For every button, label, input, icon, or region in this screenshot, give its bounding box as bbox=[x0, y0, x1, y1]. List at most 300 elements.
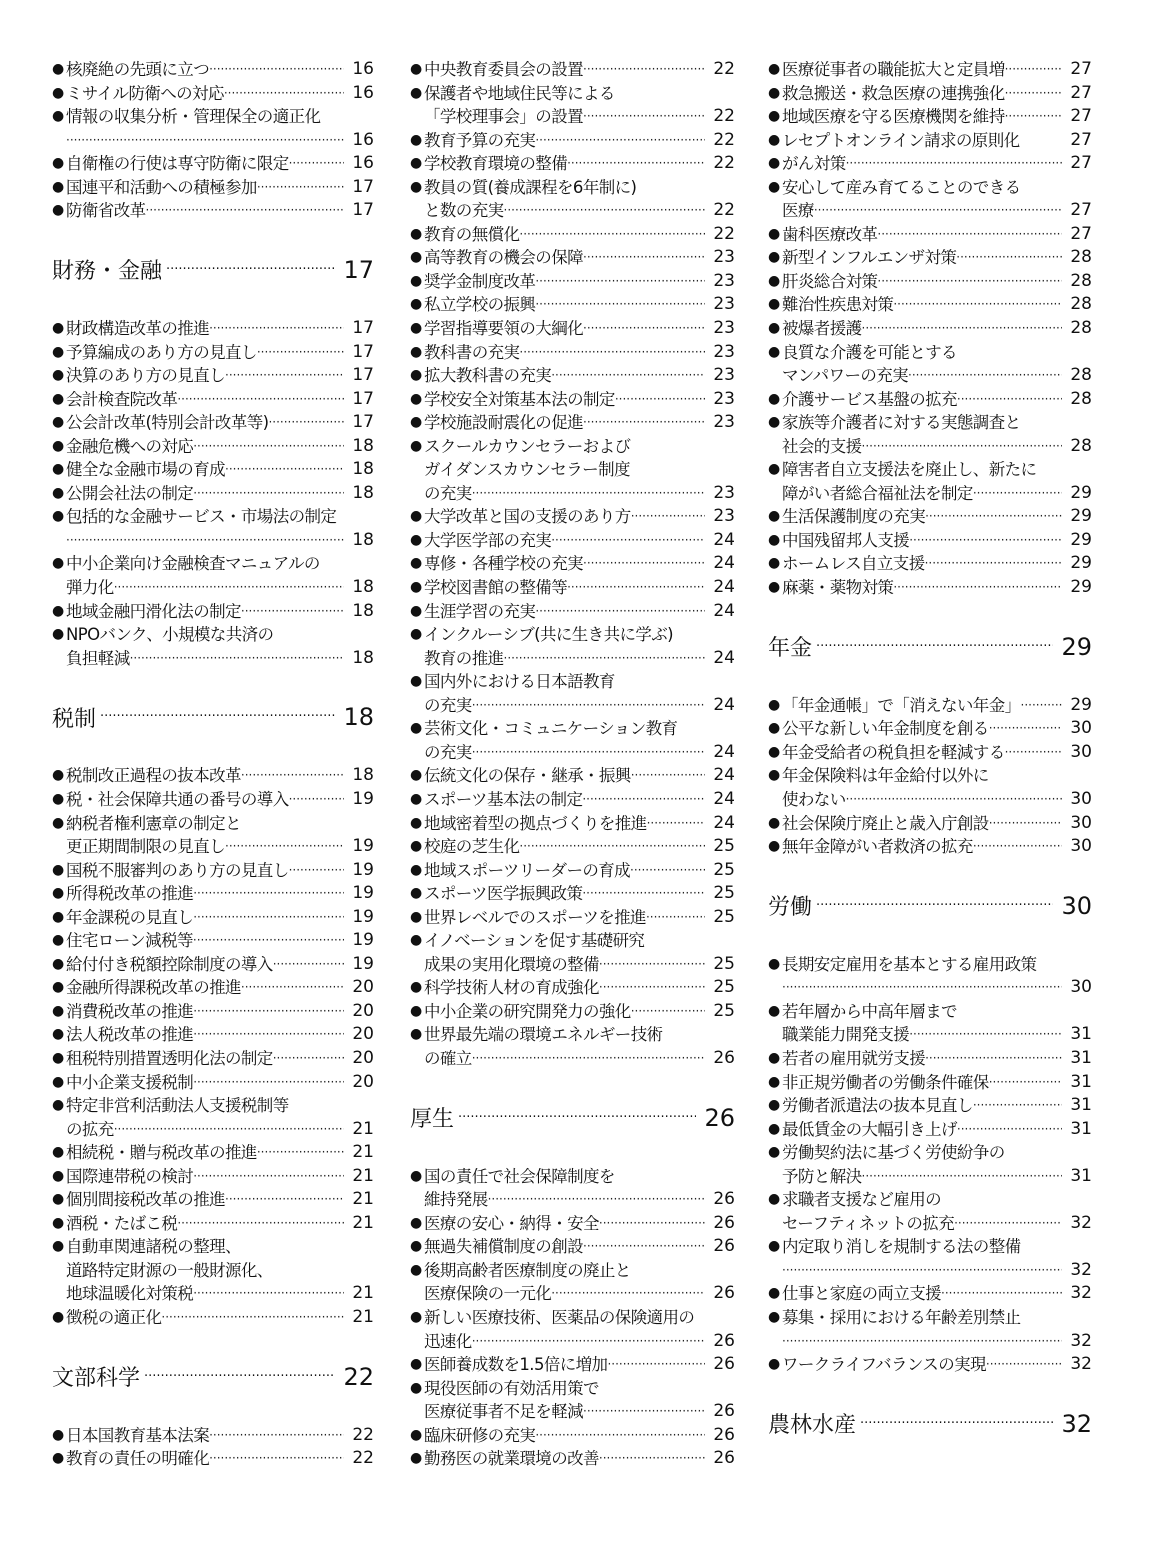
entry-text: 包括的な金融サービス・市場法の制定 bbox=[66, 507, 337, 527]
page-number: 32 bbox=[1070, 1283, 1092, 1304]
toc-entry bbox=[410, 129, 735, 153]
bullet-icon: ● bbox=[410, 390, 422, 407]
page-number: 32 bbox=[1070, 1259, 1092, 1280]
leader-dots bbox=[472, 741, 705, 765]
entry-text: 「学校理事会」の設置 bbox=[424, 107, 584, 127]
toc-entry-continuation bbox=[410, 105, 735, 129]
toc-entry bbox=[768, 1188, 1092, 1212]
section-page-number: 18 bbox=[343, 703, 374, 732]
leader-dots bbox=[177, 1212, 344, 1236]
toc-entry bbox=[410, 623, 735, 647]
page-number: 23 bbox=[713, 270, 735, 291]
leader-dots bbox=[893, 576, 1062, 600]
toc-entry bbox=[52, 58, 374, 82]
spacer bbox=[52, 293, 374, 317]
toc-entry bbox=[768, 82, 1092, 106]
bullet-icon: ● bbox=[768, 249, 780, 266]
toc-entry bbox=[410, 929, 735, 953]
page-number: 30 bbox=[1070, 977, 1092, 998]
entry-text: 家族等介護者に対する実態調査と bbox=[782, 413, 1021, 433]
leader-dots bbox=[209, 58, 344, 82]
toc-entry bbox=[410, 1165, 735, 1189]
page-number: 18 bbox=[352, 600, 374, 621]
toc-entry bbox=[52, 788, 374, 812]
entry-text: 労働契約法に基づく労使紛争の bbox=[782, 1143, 1005, 1163]
section-heading bbox=[768, 1400, 1092, 1447]
entry-text: 自動車関連諸税の整理、 bbox=[66, 1237, 241, 1257]
entry-text: 財政構造改革の推進 bbox=[66, 319, 210, 339]
bullet-icon: ● bbox=[52, 1191, 64, 1208]
toc-entry bbox=[52, 341, 374, 365]
toc-entry bbox=[768, 388, 1092, 412]
entry-text: 社会的支援 bbox=[782, 436, 862, 456]
entry-text: 教員の質(養成課程を6年制に) bbox=[424, 177, 637, 197]
toc-entry bbox=[768, 293, 1092, 317]
bullet-icon: ● bbox=[52, 484, 64, 501]
leader-dots bbox=[551, 1282, 705, 1306]
entry-text: 臨床研修の充実 bbox=[424, 1425, 536, 1445]
entry-text: 求職者支援など雇用の bbox=[782, 1190, 942, 1210]
entry-text: 無過失補償制度の創設 bbox=[424, 1237, 584, 1257]
leader-dots bbox=[647, 812, 705, 836]
toc-entry bbox=[52, 458, 374, 482]
leader-dots bbox=[583, 105, 705, 129]
toc-entry-continuation bbox=[52, 576, 374, 600]
page-number: 17 bbox=[352, 412, 374, 433]
leader-dots bbox=[846, 788, 1062, 812]
page-number: 28 bbox=[1070, 270, 1092, 291]
leader-dots bbox=[631, 764, 705, 788]
spacer bbox=[52, 223, 374, 247]
bullet-icon: ● bbox=[52, 61, 64, 77]
leader-dots bbox=[973, 835, 1062, 859]
entry-text: 教科書の充実 bbox=[424, 342, 520, 362]
bullet-icon: ● bbox=[410, 296, 422, 313]
entry-text: 仕事と家庭の両立支援 bbox=[782, 1284, 942, 1304]
leader-dots bbox=[1005, 58, 1062, 82]
entry-text: 特定非営利活動法人支援税制等 bbox=[66, 1096, 289, 1116]
page-number: 28 bbox=[1070, 365, 1092, 386]
toc-entry bbox=[52, 1071, 374, 1095]
entry-text: 公会計改革(特別会計改革等) bbox=[66, 413, 269, 433]
page-number: 28 bbox=[1070, 388, 1092, 409]
entry-text: 大学改革と国の支援のあり方 bbox=[424, 507, 631, 527]
page-number: 24 bbox=[713, 788, 735, 809]
toc-entry bbox=[768, 411, 1092, 435]
section-title: 厚生 bbox=[410, 1107, 455, 1133]
leader-dots bbox=[551, 529, 705, 553]
bullet-icon: ● bbox=[52, 1450, 64, 1467]
entry-text: 租税特別措置透明化法の制定 bbox=[66, 1048, 273, 1068]
toc-entry bbox=[768, 1071, 1092, 1095]
toc-entry bbox=[52, 976, 374, 1000]
page-number: 17 bbox=[352, 176, 374, 197]
page-number: 22 bbox=[713, 153, 735, 174]
bullet-icon: ● bbox=[410, 508, 422, 525]
toc-entry bbox=[768, 317, 1092, 341]
page-number: 19 bbox=[352, 859, 374, 880]
entry-text: 更正期間制限の見直し bbox=[66, 837, 226, 857]
page-number: 30 bbox=[1070, 741, 1092, 762]
entry-text: 所得税改革の推進 bbox=[66, 884, 194, 904]
bullet-icon: ● bbox=[410, 531, 422, 548]
bullet-icon: ● bbox=[52, 202, 64, 219]
entry-text: 医療の安心・納得・安全 bbox=[424, 1213, 599, 1233]
toc-entry bbox=[52, 388, 374, 412]
leader-dots bbox=[846, 152, 1062, 176]
leader-dots bbox=[607, 1353, 705, 1377]
page-number: 22 bbox=[713, 106, 735, 127]
entry-text: 教育の推進 bbox=[424, 648, 504, 668]
entry-text: 迅速化 bbox=[424, 1331, 472, 1351]
entry-text: レセプトオンライン請求の原則化 bbox=[782, 130, 1020, 150]
leader-dots bbox=[1005, 741, 1062, 765]
toc-entry bbox=[768, 953, 1092, 977]
toc-entry bbox=[768, 246, 1092, 270]
page-number: 22 bbox=[713, 129, 735, 150]
bullet-icon: ● bbox=[52, 555, 64, 572]
bullet-icon: ● bbox=[410, 814, 422, 831]
leader-dots bbox=[582, 788, 705, 812]
section-page-number: 17 bbox=[343, 255, 374, 284]
page-number: 29 bbox=[1070, 506, 1092, 527]
page-number: 23 bbox=[713, 482, 735, 503]
entry-text: 学校施設耐震化の促進 bbox=[424, 413, 584, 433]
entry-text: 勤務医の就業環境の改善 bbox=[424, 1449, 599, 1469]
bullet-icon: ● bbox=[52, 437, 64, 454]
page-number: 29 bbox=[1070, 529, 1092, 550]
leader-dots bbox=[225, 458, 344, 482]
entry-text: 地域密着型の拠点づくりを推進 bbox=[424, 813, 647, 833]
leader-dots bbox=[583, 317, 705, 341]
bullet-icon: ● bbox=[52, 108, 64, 125]
page-number: 23 bbox=[713, 294, 735, 315]
toc-entry-continuation bbox=[768, 435, 1092, 459]
bullet-icon: ● bbox=[410, 626, 422, 643]
page-number: 31 bbox=[1070, 1095, 1092, 1116]
toc-entry-continuation bbox=[410, 694, 735, 718]
toc-entry bbox=[768, 1094, 1092, 1118]
bullet-icon: ● bbox=[768, 1120, 780, 1137]
entry-text: 会計検査院改革 bbox=[66, 389, 178, 409]
entry-text: 防衛省改革 bbox=[66, 201, 146, 221]
leader-dots bbox=[599, 953, 705, 977]
page-number: 31 bbox=[1070, 1165, 1092, 1186]
page-number: 17 bbox=[352, 365, 374, 386]
entry-text: 年金保険料は年金給付以外に bbox=[782, 766, 989, 786]
toc-entry bbox=[52, 882, 374, 906]
bullet-icon: ● bbox=[768, 555, 780, 572]
toc-entry bbox=[768, 812, 1092, 836]
bullet-icon: ● bbox=[768, 838, 780, 855]
leader-dots bbox=[925, 552, 1062, 576]
toc-entry bbox=[410, 58, 735, 82]
entry-text: 金融所得課税改革の推進 bbox=[66, 978, 241, 998]
page-number: 31 bbox=[1070, 1071, 1092, 1092]
toc-entry-continuation bbox=[52, 835, 374, 859]
entry-text: 決算のあり方の見直し bbox=[66, 366, 226, 386]
toc-entry bbox=[52, 1306, 374, 1330]
page-number: 24 bbox=[713, 553, 735, 574]
section-page-number: 22 bbox=[343, 1362, 374, 1391]
bullet-icon: ● bbox=[410, 673, 422, 690]
toc-entry-continuation bbox=[768, 1330, 1092, 1354]
entry-text: 学校教育環境の整備 bbox=[424, 154, 568, 174]
leader-dots bbox=[816, 894, 1053, 918]
page-number: 19 bbox=[352, 906, 374, 927]
entry-text: 中国残留邦人支援 bbox=[782, 530, 910, 550]
toc-entry bbox=[410, 670, 735, 694]
entry-text: の確立 bbox=[424, 1048, 472, 1068]
entry-text: 大学医学部の充実 bbox=[424, 530, 552, 550]
leader-dots bbox=[193, 435, 344, 459]
bullet-icon: ● bbox=[410, 437, 422, 454]
leader-dots bbox=[583, 246, 705, 270]
leader-dots bbox=[488, 1188, 705, 1212]
leader-dots bbox=[567, 576, 705, 600]
entry-text: 給付付き税額控除制度の導入 bbox=[66, 954, 273, 974]
entry-text: 校庭の芝生化 bbox=[424, 837, 520, 857]
entry-text: 現役医師の有効活用策で bbox=[424, 1378, 599, 1398]
leader-dots bbox=[551, 364, 705, 388]
toc-entry bbox=[52, 505, 374, 529]
toc-entry bbox=[410, 717, 735, 741]
page-number: 17 bbox=[352, 318, 374, 339]
entry-text: 伝統文化の保存・継承・振興 bbox=[424, 766, 631, 786]
leader-dots bbox=[225, 835, 344, 859]
leader-dots bbox=[193, 1071, 344, 1095]
bullet-icon: ● bbox=[410, 1261, 422, 1278]
page-number: 20 bbox=[352, 1024, 374, 1045]
page-number: 21 bbox=[352, 1118, 374, 1139]
spacer bbox=[52, 670, 374, 694]
toc-entry bbox=[52, 482, 374, 506]
page-number: 21 bbox=[352, 1212, 374, 1233]
entry-text: 道路特定財源の一般財源化、 bbox=[66, 1260, 273, 1280]
toc-entry bbox=[410, 388, 735, 412]
toc-entry-continuation bbox=[52, 1282, 374, 1306]
entry-text: 日本国教育基本法案 bbox=[66, 1425, 210, 1445]
page-number: 21 bbox=[352, 1189, 374, 1210]
bullet-icon: ● bbox=[52, 367, 64, 384]
entry-text: 国の責任で社会保障制度を bbox=[424, 1166, 615, 1186]
bullet-icon: ● bbox=[768, 61, 780, 77]
bullet-icon: ● bbox=[52, 1214, 64, 1231]
page-number: 22 bbox=[713, 200, 735, 221]
bullet-icon: ● bbox=[768, 1356, 780, 1373]
entry-text: 内定取り消しを規制する法の整備 bbox=[782, 1237, 1021, 1257]
leader-dots bbox=[941, 1282, 1062, 1306]
entry-text: 教育の無償化 bbox=[424, 224, 520, 244]
toc-entry bbox=[52, 1235, 374, 1259]
leader-dots bbox=[257, 1141, 344, 1165]
page-number: 25 bbox=[713, 906, 735, 927]
toc-entry bbox=[410, 764, 735, 788]
toc-entry bbox=[52, 1094, 374, 1118]
entry-text: ミサイル防衛への対応 bbox=[66, 83, 224, 103]
spacer bbox=[768, 600, 1092, 624]
entry-text: 情報の収集分析・管理保全の適正化 bbox=[66, 107, 321, 127]
toc-entry bbox=[410, 1235, 735, 1259]
bullet-icon: ● bbox=[410, 767, 422, 784]
toc-entry bbox=[410, 435, 735, 459]
toc-entry bbox=[768, 58, 1092, 82]
entry-text: 若年層から中高年層まで bbox=[782, 1001, 957, 1021]
toc-entry bbox=[768, 741, 1092, 765]
section-heading bbox=[768, 882, 1092, 929]
page-number: 24 bbox=[713, 765, 735, 786]
entry-text: 若者の雇用就労支援 bbox=[782, 1048, 926, 1068]
entry-text: インクルーシブ(共に生き共に学ぶ) bbox=[424, 625, 674, 645]
entry-text: 生涯学習の充実 bbox=[424, 601, 536, 621]
entry-text: 予防と解決 bbox=[782, 1166, 862, 1186]
toc-entry bbox=[410, 1424, 735, 1448]
bullet-icon: ● bbox=[52, 602, 64, 619]
toc-entry bbox=[768, 576, 1092, 600]
toc-entry bbox=[768, 223, 1092, 247]
bullet-icon: ● bbox=[52, 1426, 64, 1443]
page-number: 26 bbox=[713, 1401, 735, 1422]
page-number: 24 bbox=[713, 577, 735, 598]
bullet-icon: ● bbox=[768, 225, 780, 242]
spacer bbox=[52, 1400, 374, 1424]
page-number: 18 bbox=[352, 529, 374, 550]
spacer bbox=[768, 859, 1092, 883]
toc-entry bbox=[52, 199, 374, 223]
page-number: 27 bbox=[1070, 106, 1092, 127]
leader-dots bbox=[583, 1400, 705, 1424]
bullet-icon: ● bbox=[410, 932, 422, 949]
bullet-icon: ● bbox=[52, 1073, 64, 1090]
toc-entry bbox=[52, 411, 374, 435]
entry-text: 地域医療を守る医療機関を維持 bbox=[782, 107, 1005, 127]
section-title: 年金 bbox=[768, 636, 813, 662]
entry-text: イノベーションを促す基礎研究 bbox=[424, 931, 645, 951]
entry-text: 学校図書館の整備等 bbox=[424, 578, 568, 598]
toc-entry bbox=[768, 717, 1092, 741]
leader-dots bbox=[146, 199, 344, 223]
leader-dots bbox=[989, 812, 1062, 836]
bullet-icon: ● bbox=[52, 790, 64, 807]
entry-text: 税・社会保障共通の番号の導入 bbox=[66, 789, 289, 809]
entry-text: スクールカウンセラーおよび bbox=[424, 436, 631, 456]
toc-entry bbox=[768, 1353, 1092, 1377]
toc-entry bbox=[52, 317, 374, 341]
entry-text: 徴税の適正化 bbox=[66, 1307, 162, 1327]
page-number: 26 bbox=[713, 1189, 735, 1210]
toc-entry bbox=[410, 82, 735, 106]
toc-entry bbox=[410, 600, 735, 624]
bullet-icon: ● bbox=[410, 908, 422, 925]
leader-dots bbox=[472, 1047, 705, 1071]
page-number: 21 bbox=[352, 1306, 374, 1327]
bullet-icon: ● bbox=[410, 1214, 422, 1231]
page-number: 27 bbox=[1070, 153, 1092, 174]
leader-dots bbox=[567, 152, 705, 176]
leader-dots bbox=[273, 953, 344, 977]
page-number: 21 bbox=[352, 1165, 374, 1186]
page-number: 22 bbox=[713, 59, 735, 79]
spacer bbox=[410, 1141, 735, 1165]
leader-dots bbox=[193, 1023, 344, 1047]
entry-text: 長期安定雇用を基本とする雇用政策 bbox=[782, 954, 1037, 974]
leader-dots bbox=[599, 1212, 705, 1236]
bullet-icon: ● bbox=[52, 1049, 64, 1066]
toc-entry bbox=[768, 270, 1092, 294]
entry-text: 高等教育の機会の保障 bbox=[424, 248, 584, 268]
entry-text: 地域金融円滑化法の制定 bbox=[66, 601, 241, 621]
toc-entry bbox=[52, 764, 374, 788]
bullet-icon: ● bbox=[768, 272, 780, 289]
bullet-icon: ● bbox=[52, 1238, 64, 1255]
entry-text: 労働者派遣法の抜本見直し bbox=[782, 1096, 973, 1116]
bullet-icon: ● bbox=[52, 461, 64, 478]
entry-text: 奨学金制度改革 bbox=[424, 271, 536, 291]
leader-dots bbox=[862, 317, 1062, 341]
leader-dots bbox=[615, 388, 705, 412]
bullet-icon: ● bbox=[52, 84, 64, 101]
entry-text: 世界最先端の環境エネルギー技術 bbox=[424, 1025, 663, 1045]
leader-dots bbox=[289, 152, 344, 176]
toc-entry-continuation bbox=[768, 482, 1092, 506]
bullet-icon: ● bbox=[768, 296, 780, 313]
entry-text: の充実 bbox=[424, 483, 472, 503]
leader-dots bbox=[909, 1023, 1062, 1047]
page-number: 25 bbox=[713, 883, 735, 904]
entry-text: 障がい者総合福祉法を制定 bbox=[782, 483, 973, 503]
leader-dots bbox=[646, 906, 705, 930]
bullet-icon: ● bbox=[410, 320, 422, 337]
spacer bbox=[52, 741, 374, 765]
entry-text: 科学技術人材の育成強化 bbox=[424, 978, 599, 998]
toc-entry bbox=[410, 976, 735, 1000]
toc-column-1 bbox=[52, 58, 374, 1471]
entry-text: 地球温暖化対策税 bbox=[66, 1284, 194, 1304]
leader-dots bbox=[209, 1447, 344, 1471]
entry-text: スポーツ基本法の制定 bbox=[424, 789, 583, 809]
section-page-number: 26 bbox=[704, 1103, 735, 1132]
entry-text: 国税不服審判のあり方の見直し bbox=[66, 860, 289, 880]
bullet-icon: ● bbox=[768, 1049, 780, 1066]
entry-text: NPOバンク、小規模な共済の bbox=[66, 625, 274, 645]
toc-entry bbox=[768, 505, 1092, 529]
bullet-icon: ● bbox=[768, 508, 780, 525]
bullet-icon: ● bbox=[768, 343, 780, 360]
toc-column-3 bbox=[768, 58, 1092, 1447]
entry-text: 医療従事者の職能拡大と定員増 bbox=[782, 60, 1005, 79]
entry-text: 年金課税の見直し bbox=[66, 907, 194, 927]
leader-dots bbox=[193, 482, 344, 506]
page-number: 21 bbox=[352, 1283, 374, 1304]
leader-dots bbox=[166, 258, 335, 282]
bullet-icon: ● bbox=[52, 767, 64, 784]
leader-dots bbox=[225, 1188, 344, 1212]
leader-dots bbox=[989, 1071, 1062, 1095]
entry-text: 被爆者援護 bbox=[782, 319, 862, 339]
toc-entry bbox=[768, 1118, 1092, 1142]
leader-dots bbox=[535, 270, 705, 294]
bullet-icon: ● bbox=[768, 1191, 780, 1208]
bullet-icon: ● bbox=[52, 1167, 64, 1184]
page-number: 27 bbox=[1070, 82, 1092, 103]
bullet-icon: ● bbox=[410, 838, 422, 855]
bullet-icon: ● bbox=[410, 1450, 422, 1467]
entry-text: と数の充実 bbox=[424, 201, 504, 221]
entry-text: ガイダンスカウンセラー制度 bbox=[424, 460, 630, 480]
bullet-icon: ● bbox=[410, 602, 422, 619]
bullet-icon: ● bbox=[410, 225, 422, 242]
entry-text: 国際連帯税の検討 bbox=[66, 1166, 194, 1186]
